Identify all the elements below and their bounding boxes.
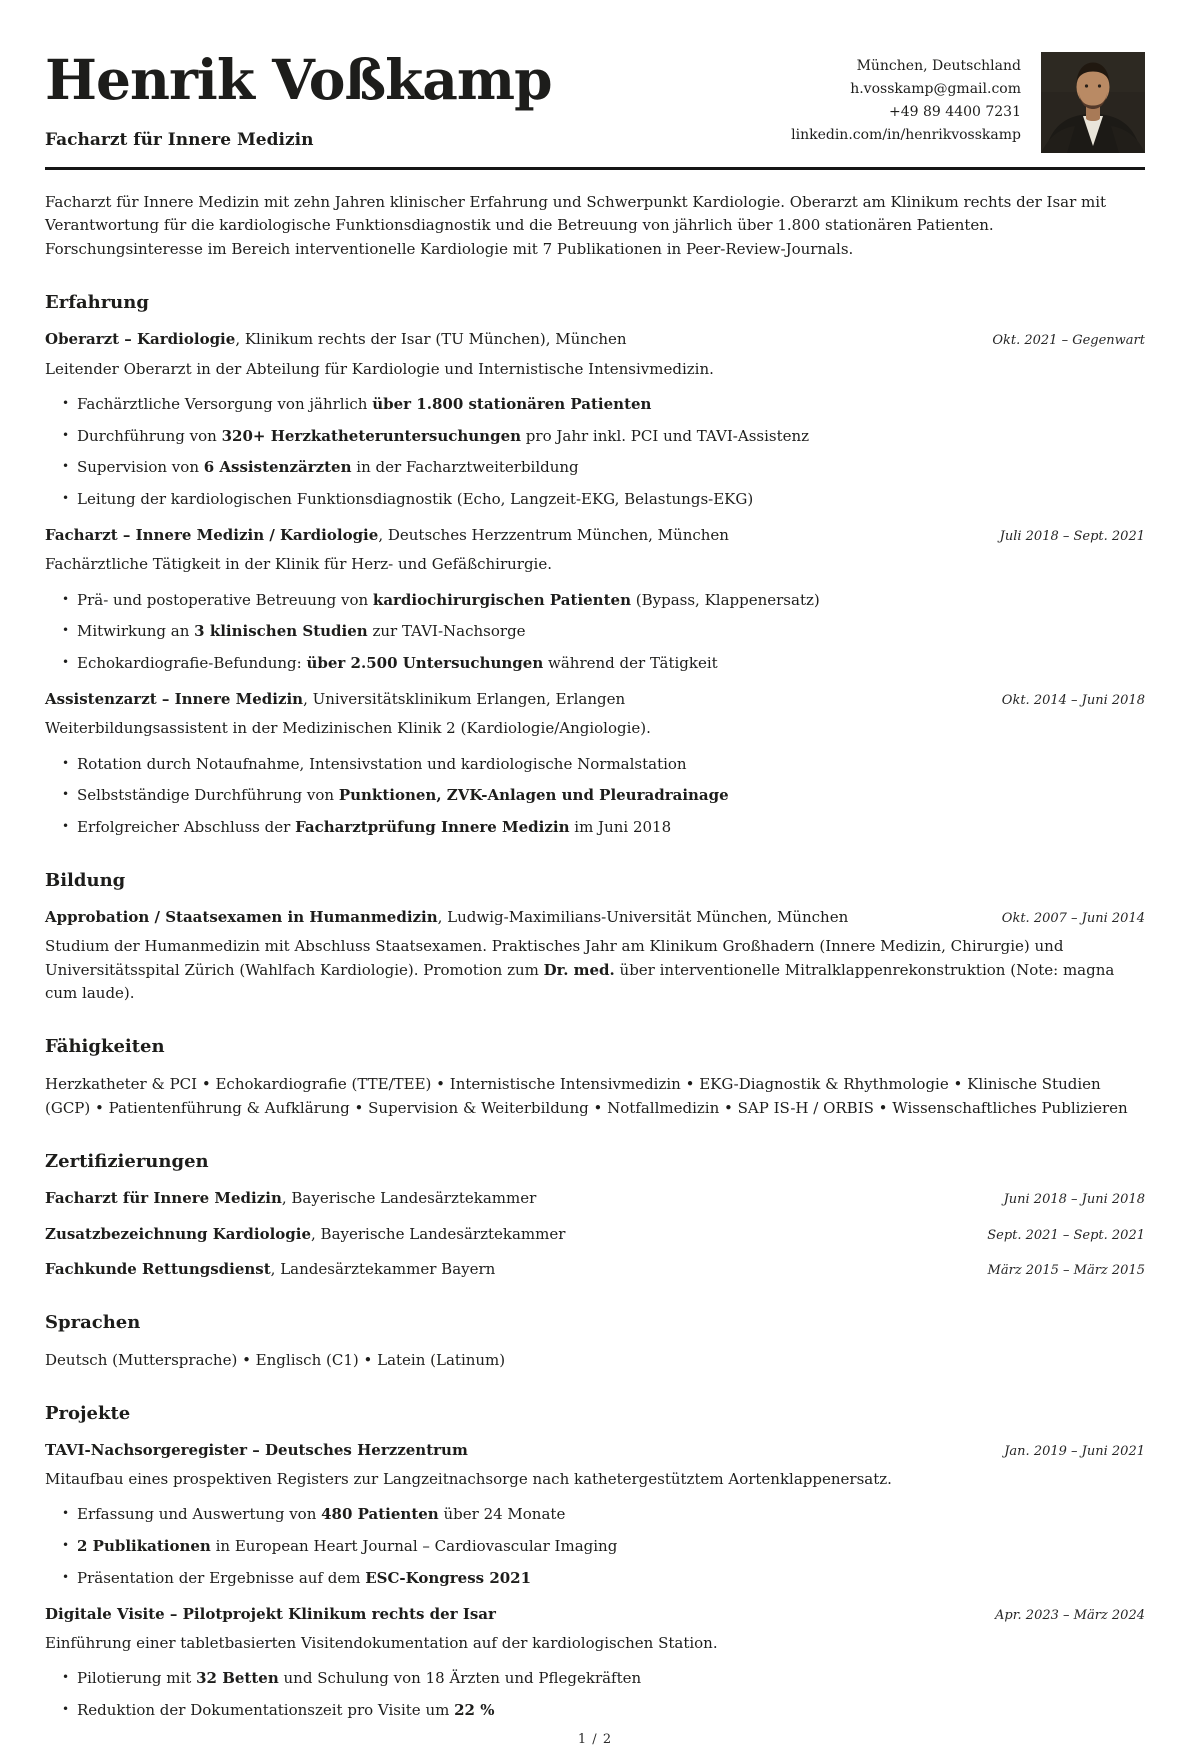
text-run: 480 Patienten	[321, 1505, 439, 1524]
text-run: in European Heart Journal – Cardiovascular Imaging	[210, 1537, 618, 1556]
text-run: während der Tätigkeit	[543, 654, 718, 673]
sprachen-paragraph: Deutsch (Muttersprache) • Englisch (C1) • Latein (Latinum)	[45, 1350, 506, 1369]
entry-head	[45, 1187, 1145, 1210]
entry-head	[45, 328, 1145, 351]
text-run: über 1.800 stationären Patienten	[372, 394, 652, 413]
bullet-item	[77, 1668, 1145, 1690]
entry-description: Leitender Oberarzt in der Abteilung für Kardiologie und Internistische Intensivmedizin.	[45, 359, 714, 378]
entry-description: Mitaufbau eines prospektiven Registers zur Langzeitnachsorge nach kathetergestütztem Aortenklappenersatz.	[45, 1470, 892, 1489]
section-heading-faehigkeiten: Fähigkeiten	[45, 1036, 165, 1058]
bullet-item	[77, 653, 1145, 675]
person-name: Henrik Voßkamp	[45, 47, 552, 112]
header	[45, 47, 1145, 153]
bullet-item	[77, 785, 1145, 807]
text-run: Selbstständige Durchführung von	[77, 786, 339, 805]
bullet-item	[77, 457, 1145, 479]
portrait-image	[1041, 52, 1145, 153]
entry-title	[45, 524, 729, 547]
entry-title-main: Facharzt für Innere Medizin	[45, 1189, 282, 1208]
entry-title-main: TAVI-Nachsorgeregister – Deutsches Herzzentrum	[45, 1440, 468, 1459]
entry-description: Einführung einer tabletbasierten Visitendokumentation auf der kardiologischen Station.	[45, 1634, 718, 1653]
entry-date: Apr. 2023 – März 2024	[995, 1607, 1145, 1623]
entry-head	[45, 688, 1145, 711]
entry-date: März 2015 – März 2015	[987, 1263, 1145, 1279]
entry-title-main: Digitale Visite – Pilotprojekt Klinikum rechts der Isar	[45, 1604, 496, 1623]
text-run: Rotation durch Notaufnahme, Intensivstation und kardiologische Normalstation	[77, 754, 687, 773]
entry-date: Juni 2018 – Juni 2018	[1003, 1192, 1145, 1208]
text-run: im Juni 2018	[569, 818, 672, 837]
entry-description	[45, 935, 1145, 1005]
section-heading-bildung: Bildung	[45, 869, 126, 891]
header-identity	[45, 47, 552, 151]
text-run: in der Facharztweiterbildung	[351, 458, 579, 477]
text-run: 22 %	[454, 1701, 495, 1720]
text-run: (Bypass, Klappenersatz)	[630, 590, 820, 609]
entry-title-detail: , Universitätsklinikum Erlangen, Erlangen	[303, 689, 626, 708]
entry-title	[45, 906, 848, 929]
text-run: über 24 Monate	[438, 1505, 566, 1524]
text-run: Supervision von	[77, 458, 204, 477]
text-run: Fachärztliche Versorgung von jährlich	[77, 394, 373, 413]
entry-description: Weiterbildungsassistent in der Medizinischen Klinik 2 (Kardiologie/Angiologie).	[45, 719, 651, 738]
entry-title-detail: , Klinikum rechts der Isar (TU München), München	[235, 330, 627, 349]
text-run: Echokardiografie-Befundung:	[77, 654, 307, 673]
text-run: 32 Betten	[196, 1669, 279, 1688]
text-run: und Schulung von 18 Ärzten und Pflegekräften	[278, 1669, 642, 1688]
text-run: Studium der Humanmedizin mit Abschluss Staatsexamen. Praktisches Jahr am Klinikum Großhadern (Innere Medizin, Chirurgie) und Universitätsspital Zürich (Wahlfach Kardiologie). Promotion zum	[45, 937, 1064, 979]
bullet-item	[77, 394, 1145, 416]
bullet-list	[45, 590, 1145, 675]
section-heading-projekte: Projekte	[45, 1402, 131, 1424]
text-run: Mitwirkung an	[77, 622, 195, 641]
text-run: Erfolgreicher Abschluss der	[77, 818, 296, 837]
bullet-item	[77, 489, 1145, 511]
entry-title-detail: , Landesärztekammer Bayern	[270, 1260, 496, 1279]
section-erfahrung	[45, 292, 1145, 839]
entry-head	[45, 906, 1145, 929]
text-run: Pilotierung mit	[77, 1669, 197, 1688]
entry-head	[45, 1223, 1145, 1246]
contact-email: h.vosskamp@gmail.com	[850, 80, 1021, 97]
section-sprachen	[45, 1312, 1145, 1372]
text-run: Präsentation der Ergebnisse auf dem	[77, 1568, 366, 1587]
entry	[45, 1187, 1145, 1210]
section-heading-zertifizierungen: Zertifizierungen	[45, 1151, 209, 1173]
bullet-item	[77, 1536, 1145, 1558]
section-zertifizierungen	[45, 1151, 1145, 1281]
entry-date: Juli 2018 – Sept. 2021	[999, 528, 1145, 544]
bullet-item	[77, 817, 1145, 839]
entry-title-detail: , Deutsches Herzzentrum München, München	[378, 525, 729, 544]
bullet-list	[45, 1668, 1145, 1722]
bullet-list	[45, 394, 1145, 511]
text-run: 6 Assistenzärzten	[203, 458, 352, 477]
text-run: pro Jahr inkl. PCI und TAVI-Assistenz	[521, 426, 810, 445]
entry-date: Okt. 2014 – Juni 2018	[1001, 692, 1145, 708]
contact-phone: +49 89 4400 7231	[889, 103, 1021, 120]
text-run: zur TAVI-Nachsorge	[367, 622, 526, 641]
bullet-item	[77, 621, 1145, 643]
text-run: ESC-Kongress 2021	[365, 1568, 532, 1587]
section-bildung	[45, 870, 1145, 1005]
text-run: Reduktion der Dokumentationszeit pro Visite um	[77, 1701, 455, 1720]
entry-title-detail: , Bayerische Landesärztekammer	[281, 1189, 537, 1208]
faehigkeiten-paragraph: Herzkatheter & PCI • Echokardiografie (TTE/TEE) • Internistische Intensivmedizin • EKG-Diagnostik & Rhythmologie • Klinische Studien (GCP) • Patientenführung & Aufklärung • Supervision & Weiterbildung • Notfallmedizin • SAP IS-H / ORBIS • Wissenschaftliches Publizieren	[45, 1075, 1128, 1118]
entry-title	[45, 328, 627, 351]
contact-location: München, Deutschland	[856, 58, 1021, 74]
text-run: 3 klinischen Studien	[194, 622, 368, 641]
person-job-title: Facharzt für Innere Medizin	[45, 130, 314, 151]
entry-date: Okt. 2007 – Juni 2014	[1001, 910, 1145, 926]
text-run: Prä- und postoperative Betreuung von	[77, 590, 373, 609]
text-run: über interventionelle Mitralklappenrekonstruktion (Note: magna cum laude).	[45, 960, 1115, 1002]
section-heading-sprachen: Sprachen	[45, 1311, 141, 1333]
text-run: Erfassung und Auswertung von	[77, 1505, 322, 1524]
profile-photo	[1041, 52, 1145, 153]
text-run: Dr. med.	[543, 960, 615, 979]
entry	[45, 688, 1145, 839]
bullet-item	[77, 754, 1145, 776]
entry	[45, 1603, 1145, 1722]
page-footer	[45, 1732, 1145, 1755]
bullet-item	[77, 1504, 1145, 1526]
entry-title	[45, 688, 625, 711]
entry	[45, 328, 1145, 511]
entry-title	[45, 1258, 495, 1281]
entry-title	[45, 1187, 536, 1210]
text-run: Leitung der kardiologischen Funktionsdiagnostik (Echo, Langzeit-EKG, Belastungs-EKG)	[77, 490, 754, 509]
entry	[45, 1223, 1145, 1246]
entry-title	[45, 1603, 496, 1626]
contact-block	[791, 52, 1021, 147]
entry-title-main: Fachkunde Rettungsdienst	[45, 1260, 271, 1279]
entry-head	[45, 524, 1145, 547]
bullet-item	[77, 590, 1145, 612]
section-projekte	[45, 1403, 1145, 1722]
entry	[45, 1258, 1145, 1281]
entry-title-detail: , Ludwig-Maximilians-Universität München, München	[437, 907, 849, 926]
bullet-item	[77, 1700, 1145, 1722]
section-heading-erfahrung: Erfahrung	[45, 292, 149, 314]
entry-title-main: Zusatzbezeichnung Kardiologie	[45, 1224, 312, 1243]
bullet-item	[77, 426, 1145, 448]
entry-head	[45, 1258, 1145, 1281]
text-run: Punktionen, ZVK-Anlagen und Pleuradrainage	[338, 786, 729, 805]
bullet-list	[45, 1504, 1145, 1589]
entry-head	[45, 1439, 1145, 1462]
entry-title	[45, 1439, 468, 1462]
entry-date: Jan. 2019 – Juni 2021	[1004, 1443, 1145, 1459]
header-contact-area	[791, 52, 1145, 153]
entry-title-detail: , Bayerische Landesärztekammer	[311, 1224, 566, 1243]
entry-description: Fachärztliche Tätigkeit in der Klinik für Herz- und Gefäßchirurgie.	[45, 555, 552, 574]
entry-title-main: Assistenzarzt – Innere Medizin	[45, 689, 304, 708]
resume-sections	[45, 261, 1145, 1732]
text-run: 2 Publikationen	[77, 1537, 211, 1556]
header-divider	[45, 167, 1145, 170]
entry	[45, 906, 1145, 1005]
text-run: kardiochirurgischen Patienten	[372, 590, 631, 609]
bullet-list	[45, 754, 1145, 839]
contact-linkedin: linkedin.com/in/henrikvosskamp	[791, 126, 1021, 143]
entry-title-main: Approbation / Staatsexamen in Humanmedizin	[45, 907, 438, 926]
text-run: Durchführung von	[77, 426, 222, 445]
text-run: Facharztprüfung Innere Medizin	[295, 818, 570, 837]
text-run: 320+ Herzkatheteruntersuchungen	[221, 426, 522, 445]
bullet-item	[77, 1568, 1145, 1590]
entry-title-main: Oberarzt – Kardiologie	[45, 330, 236, 349]
page-indicator: 1 / 2	[577, 1731, 613, 1747]
entry-date: Sept. 2021 – Sept. 2021	[987, 1227, 1145, 1243]
entry-title	[45, 1223, 565, 1246]
summary-paragraph: Facharzt für Innere Medizin mit zehn Jahren klinischer Erfahrung und Schwerpunkt Kardiologie. Oberarzt am Klinikum rechts der Isar mit Verantwortung für die kardiologische Funktionsdiagnostik und die Betreuung von jährlich über 1.800 stationären Patienten. Forschungsinteresse im Bereich interventionelle Kardiologie mit 7 Publikationen in Peer-Review-Journals.	[45, 193, 1107, 258]
entry	[45, 1439, 1145, 1590]
text-run: über 2.500 Untersuchungen	[306, 654, 544, 673]
entry-head	[45, 1603, 1145, 1626]
entry-date: Okt. 2021 – Gegenwart	[992, 333, 1145, 349]
section-faehigkeiten	[45, 1036, 1145, 1120]
entry	[45, 524, 1145, 675]
entry-title-main: Facharzt – Innere Medizin / Kardiologie	[45, 525, 379, 544]
